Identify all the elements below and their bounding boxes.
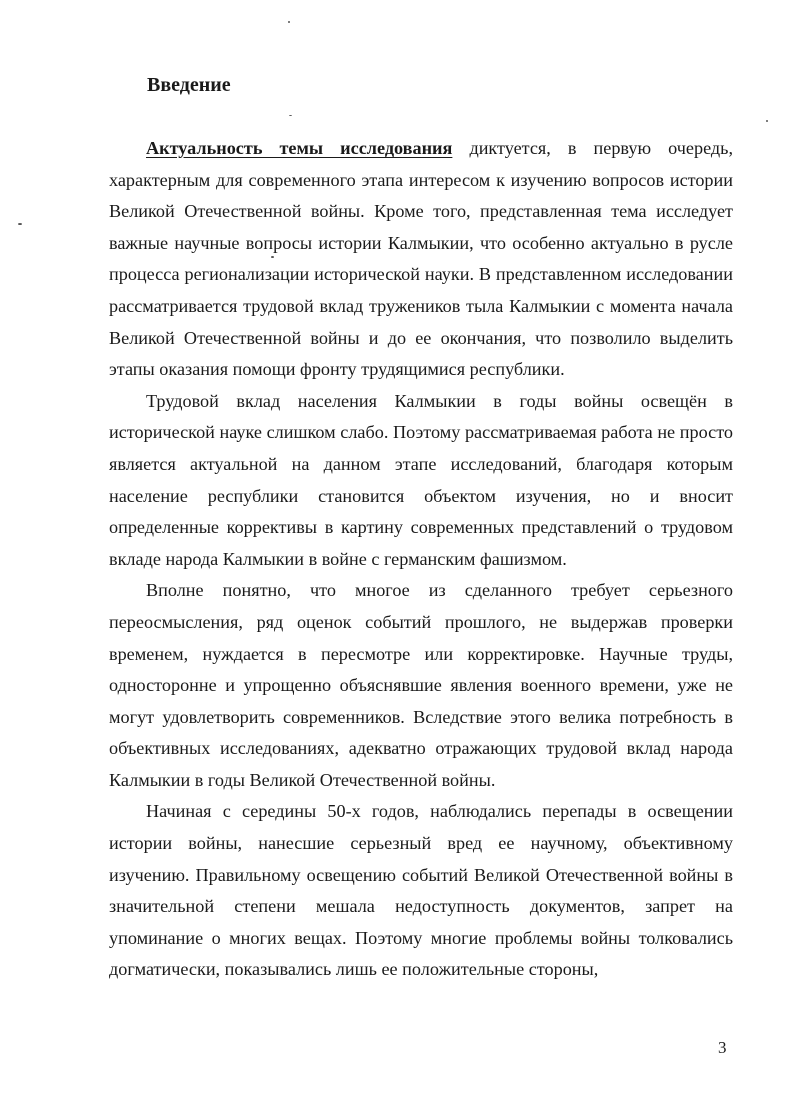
body-text [109,133,733,986]
relevance-lead: Актуальность темы исследования [146,138,453,158]
paragraph-relevance [109,133,733,386]
scan-speck [18,223,22,225]
paragraph-reassessment: Вполне понятно, что многое из сделанного требует серьезного переосмысления, ряд оценок событий прошлого, не выдержав проверки временем, нуждается в пересмотре или корректировке. Научные труды, односторонне и упрощенно объяснявшие явления военного времени, уже не могут удовлетворить современников. Вследствие этого велика потребность в объективных исследованиях, адекватно отражающих трудовой вклад народа Калмыкии в годы Великой Отечественной войны. [109,580,733,790]
paragraph-text: диктуется, в первую очередь, характерным для современного этапа интересом к изучению вопросов истории Великой Отечественной войны. Кроме того, представленная тема исследует важные научные вопросы истории Калмыкии, что особенно актуально в русле процесса регионализации исторической науки. В представленном исследовании рассматривается трудовой вклад тружеников тыла Калмыкии с момента начала Великой Отечественной войны и до ее окончания, что позволило выделить этапы оказания помощи фронту трудящимися республики. [109,138,733,380]
scan-speck [288,21,290,23]
scan-speck [289,115,292,116]
paragraph-labor-contribution: Трудовой вклад населения Калмыкии в годы войны освещён в исторической науке слишком слабо. Поэтому рассматриваемая работа не просто является актуальной на данном этапе исследований, благодаря которым население республики становится объектом изучения, но и вносит определенные коррективы в картину современных представлений о трудовом вкладе народа Калмыкии в войне с германским фашизмом. [109,390,733,569]
paragraph-historiography: Начиная с середины 50-х годов, наблюдались перепады в освещении истории войны, нанесшие серьезный вред ее научному, объективному изучению. Правильному освещению событий Великой Отечественной войны в значительной степени мешала недоступность документов, запрет на упоминание о многих вещах. Поэтому многие проблемы войны толковались догматически, показывались лишь ее положительные стороны, [109,801,733,980]
scan-speck [271,256,274,258]
section-heading: Введение [147,74,231,96]
scan-speck [766,120,768,122]
page-number: 3 [718,1038,727,1057]
